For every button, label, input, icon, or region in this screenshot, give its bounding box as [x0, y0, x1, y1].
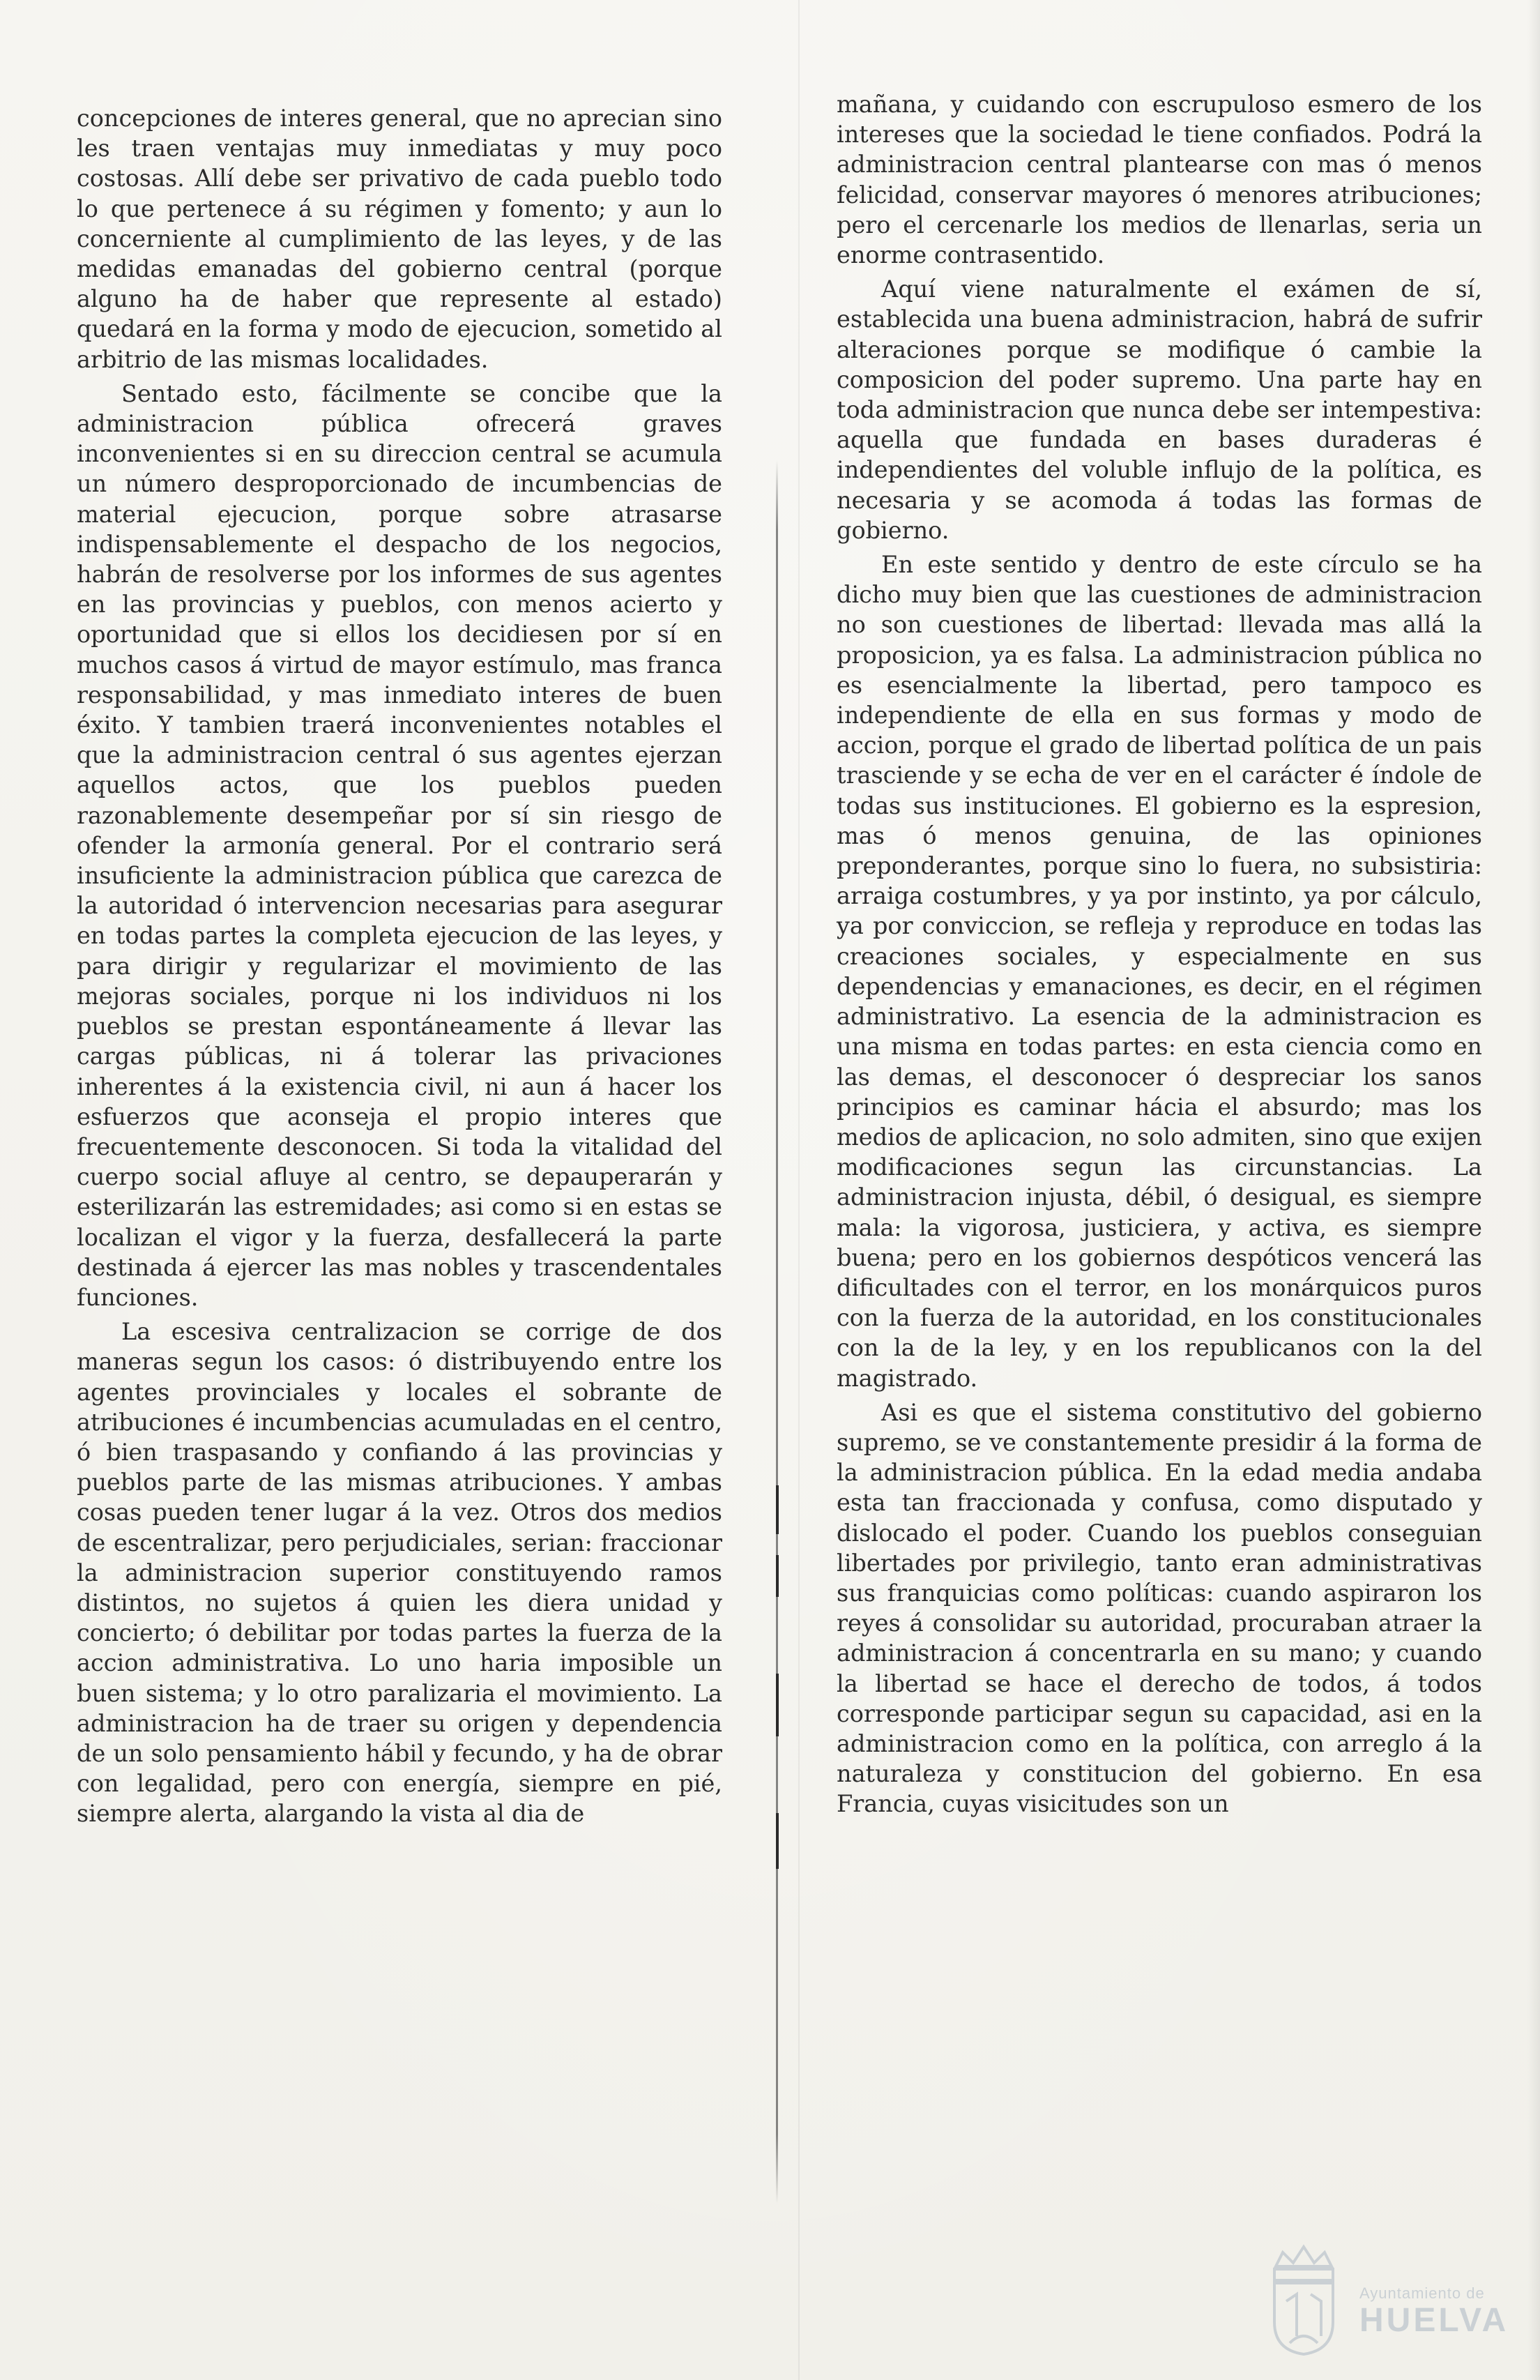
right-paragraph-2: Aquí viene naturalmente el exámen de sí, establecida una buena administracion, habrá de sufrir alteraciones porque se modifique ó cambie la composicion del poder supremo. Una parte hay en toda administracion que nunca debe ser intempestiva: aquella que fundada en bases duraderas é independientes del voluble influjo de la política, es necesaria y se acomoda á todas las formas de gobierno. — [837, 275, 1482, 544]
right-paragraph-3: En este sentido y dentro de este círculo se ha dicho muy bien que las cuestiones de administracion no son cuestiones de libertad: llevada mas allá la proposicion, ya es falsa. La administracion pública no es esencialmente la libertad, pero tampoco es independiente de ella en sus formas y modo de accion, porque el grado de libertad política de un pais trasciende y se echa de ver en el carácter é índole de todas sus instituciones. El gobierno es la espresion, mas ó menos genuina, de las opiniones preponderantes, porque sino lo fuera, no subsistiria: arraiga costumbres, y ya por instinto, ya por cálculo, ya por conviccion, se refleja y reproduce en todas las creaciones sociales, y especialmente en sus dependencias y emanaciones, es decir, en el régimen administrativo. La esencia de la administracion es una misma en todas partes: en esta ciencia como en las demas, el desconocer ó despreciar los sanos principios es caminar hácia el absurdo; mas los medios de aplicacion, no solo admiten, sino que exijen modificaciones segun las circunstancias. La administracion injusta, débil, ó desigual, es siempre mala: la vigorosa, justiciera, y activa, es siempre buena; pero en los gobiernos despóticos vencerá las dificultades con el terror, en los monárquicos puros con la fuerza de la autoridad, en los constitucionales con la de la ley, y en los republicanos con la del magistrado. — [837, 551, 1482, 1392]
watermark-line2: HUELVA — [1359, 2302, 1509, 2339]
page-fold — [798, 0, 800, 2380]
ayuntamiento-huelva-watermark — [1262, 2238, 1527, 2364]
watermark-line1: Ayuntamiento de — [1359, 2284, 1485, 2302]
right-column — [837, 89, 1482, 1819]
coat-of-arms-icon — [1262, 2238, 1345, 2357]
right-paragraph-4: Asi es que el sistema constitutivo del gobierno supremo, se ve constantemente presidir á la forma de la administracion pública. En la edad media andaba esta tan fraccionada y confusa, como disputado y dislocado el poder. Cuando los pueblos conseguian libertades por privilegio, tanto eran administrativas sus franquicias como políticas: cuando aspiraron los reyes á consolidar su autoridad, procuraban atraer la administracion á concentrarla en su mano; y cuando la libertad se hace el derecho de todos, á todos corresponde participar segun su capacidad, asi en la administracion como en la política, con arreglo á la naturaleza y constitucion del gobierno. En esa Francia, cuyas visicitudes son un — [837, 1398, 1482, 1818]
left-paragraph-1: concepciones de interes general, que no aprecian sino les traen ventajas muy inmediatas y muy poco costosas. Allí debe ser privativo de cada pueblo todo lo que pertenece á su régimen y fomento; y aun lo concerniente al cumplimiento de las leyes, y de las medidas emanadas del gobierno central (porque alguno ha de haber que represente al estado) quedará en la forma y modo de ejecucion, sometido al arbitrio de las mismas localidades. — [77, 105, 722, 373]
column-divider-mark — [776, 1485, 779, 1534]
page-edge — [1527, 0, 1540, 2380]
column-divider-mark — [776, 1674, 779, 1736]
column-divider-mark — [776, 1813, 779, 1869]
left-column — [77, 103, 722, 1829]
right-paragraph-1: mañana, y cuidando con escrupuloso esmero de los intereses que la sociedad le tiene confiados. Podrá la administracion central plantearse con mas ó menos felicidad, conservar mayores ó menores atribuciones; pero el cercenarle los medios de llenarlas, seria un enorme contrasentido. — [837, 91, 1482, 269]
left-paragraph-3: La escesiva centralizacion se corrige de dos maneras segun los casos: ó distribuyendo entre los agentes provinciales y locales el sobrante de atribuciones é incumbencias acumuladas en el centro, ó bien traspasando y confiando á las provincias y pueblos parte de las mismas atribuciones. Y ambas cosas pueden tener lugar á la vez. Otros dos medios de escentralizar, pero perjudiciales, serian: fraccionar la administracion superior constituyendo ramos distintos, no sujetos á quien les diera unidad y concierto; ó debilitar por todas partes la fuerza de la accion administrativa. Lo uno haria imposible un buen sistema; y lo otro paralizaria el movimiento. La administracion ha de traer su origen y dependencia de un solo pensamiento hábil y fecundo, y ha de obrar con legalidad, pero con energía, siempre en pié, siempre alerta, alargando la vista al dia de — [77, 1318, 722, 1828]
column-divider-mark — [776, 1555, 779, 1597]
column-divider — [776, 460, 778, 2204]
left-paragraph-2: Sentado esto, fácilmente se concibe que la administracion pública ofrecerá graves inconvenientes si en su direccion central se acumula un número desproporcionado de incumbencias de material ejecucion, porque sobre atrasarse indispensablemente el despacho de los negocios, habrán de resolverse por los informes de sus agentes en las provincias y pueblos, con menos acierto y oportunidad que si ellos los decidiesen por sí en muchos casos á virtud de mayor estímulo, mas franca responsabilidad, y mas inmediato interes de buen éxito. Y tambien traerá inconvenientes notables el que la administracion central ó sus agentes ejerzan aquellos actos, que los pueblos pueden razonablemente desempeñar por sí sin riesgo de ofender la armonía general. Por el contrario será insuficiente la administracion pública que carezca de la autoridad ó intervencion necesarias para asegurar en todas partes la completa ejecucion de las leyes, y para dirigir y regularizar el movimiento de las mejoras sociales, porque ni los individuos ni los pueblos se prestan espontáneamente á llevar las cargas públicas, ni á tolerar las privaciones inherentes á la existencia civil, ni aun á hacer los esfuerzos que aconseja el propio interes que frecuentemente desconocen. Si toda la vitalidad del cuerpo social afluye al centro, se depauperarán y esterilizarán las estremidades; asi como si en estas se localizan el vigor y la fuerza, desfallecerá la parte destinada á ejercer las mas nobles y trascendentales funciones. — [77, 379, 722, 1311]
